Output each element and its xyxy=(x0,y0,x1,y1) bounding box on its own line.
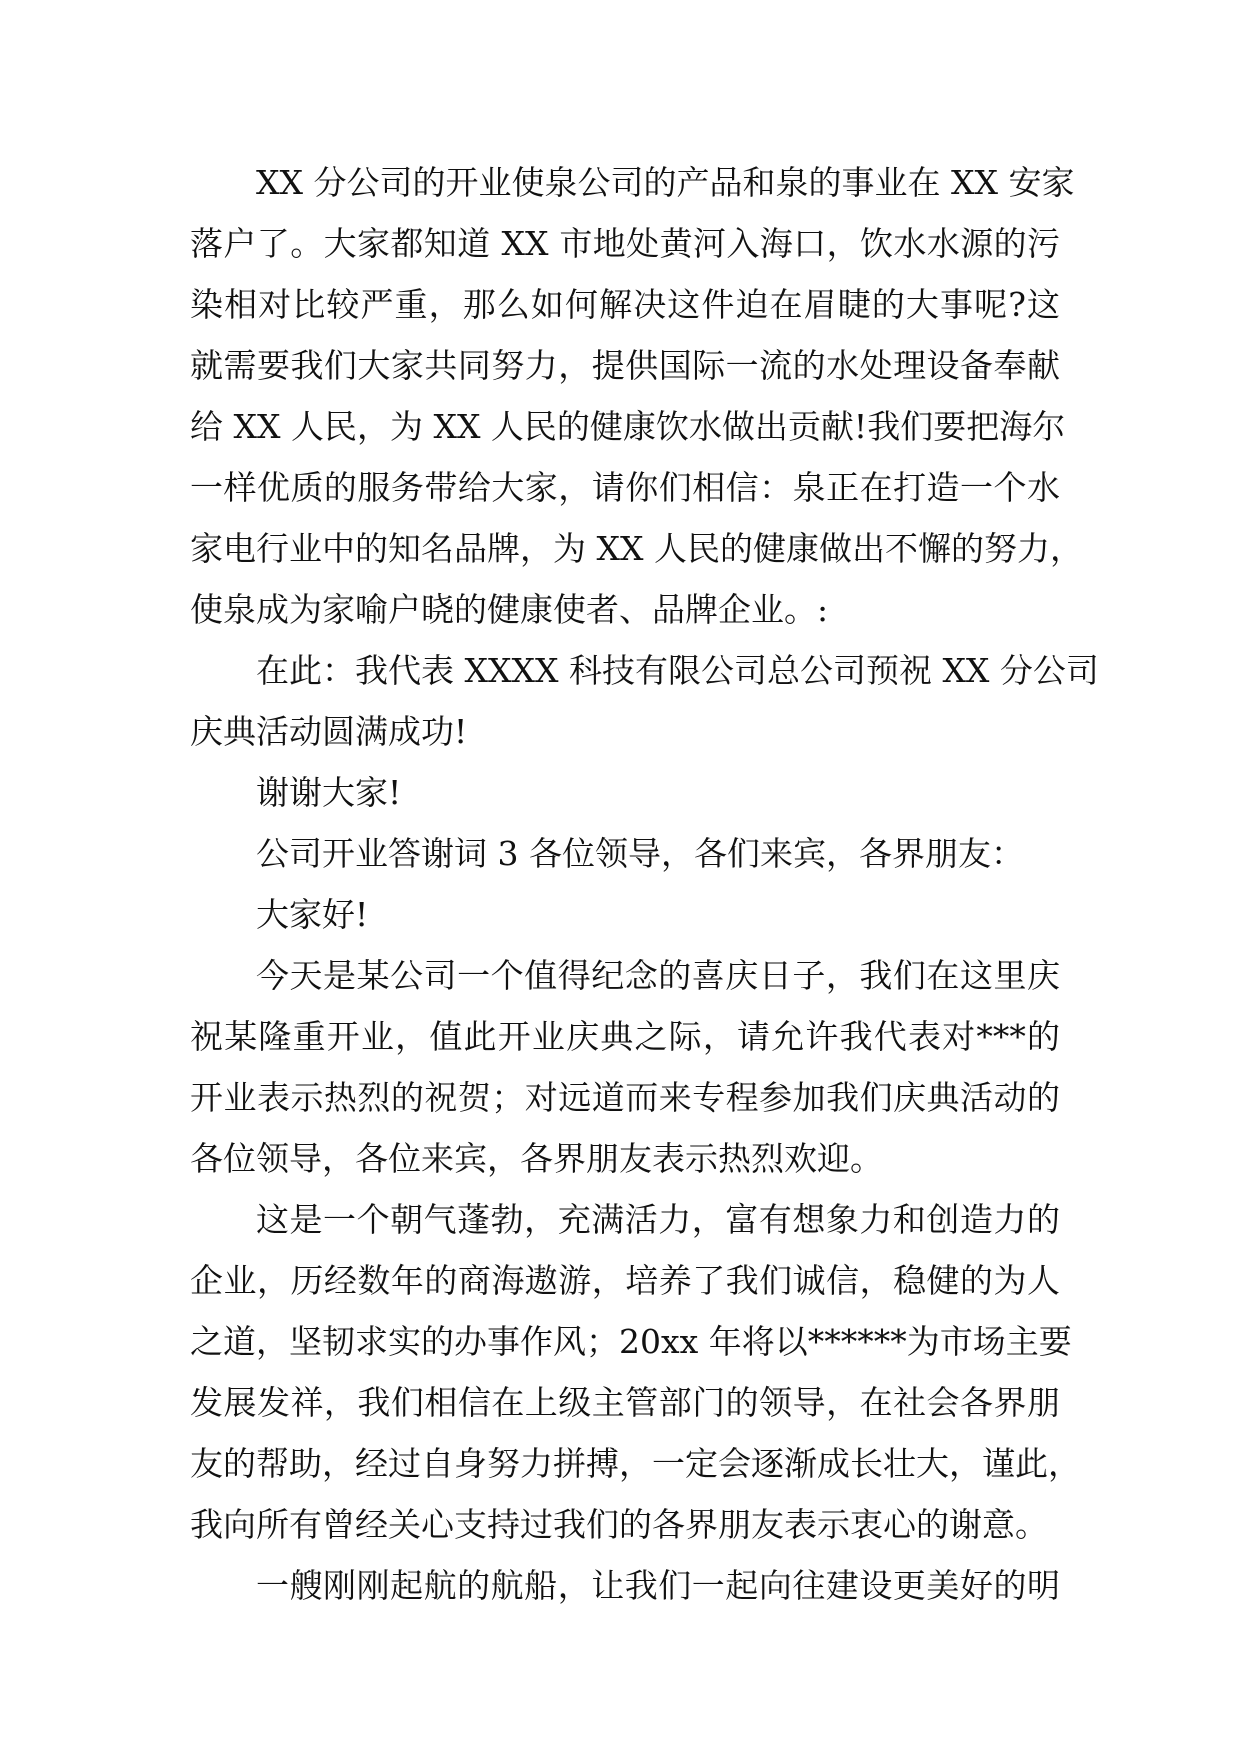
text-line: 开业表示热烈的祝贺；对远道而来专程参加我们庆典活动的 xyxy=(190,1078,1060,1117)
text-line: 大家好! xyxy=(256,895,369,934)
text-line: 我向所有曾经关心支持过我们的各界朋友表示衷心的谢意。 xyxy=(190,1505,1048,1544)
text-line: 谢谢大家! xyxy=(256,773,402,812)
text-line: 一样优质的服务带给大家，请你们相信：泉正在打造一个水 xyxy=(190,468,1060,507)
text-line: 给 XX 人民，为 XX 人民的健康饮水做出贡献!我们要把海尔 xyxy=(190,407,1066,446)
text-line: 公司开业答谢词 3 各位领导，各们来宾，各界朋友： xyxy=(256,834,1024,873)
text-line: 家电行业中的知名品牌，为 XX 人民的健康做出不懈的努力， xyxy=(190,529,1083,568)
text-line: 在此：我代表 XXXX 科技有限公司总公司预祝 XX 分公司 xyxy=(256,651,1099,690)
text-line: 落户了。大家都知道 XX 市地处黄河入海口，饮水水源的污 xyxy=(190,224,1060,263)
text-line: 各位领导，各位来宾，各界朋友表示热烈欢迎。 xyxy=(190,1139,883,1178)
text-line: 一艘刚刚起航的航船，让我们一起向往建设更美好的明 xyxy=(256,1566,1060,1605)
speech-text xyxy=(190,152,1099,1616)
text-line: 友的帮助，经过自身努力拼搏，一定会逐渐成长壮大，谨此， xyxy=(190,1444,1081,1483)
text-line: 祝某隆重开业，值此开业庆典之际，请允许我代表对***的 xyxy=(190,1017,1060,1056)
text-line: 使泉成为家喻户晓的健康使者、品牌企业。: xyxy=(190,590,829,629)
text-line: 庆典活动圆满成功! xyxy=(190,712,468,751)
text-line: 今天是某公司一个值得纪念的喜庆日子，我们在这里庆 xyxy=(256,956,1060,995)
text-line: 就需要我们大家共同努力，提供国际一流的水处理设备奉献 xyxy=(190,346,1060,385)
text-line: 发展发祥，我们相信在上级主管部门的领导，在社会各界朋 xyxy=(190,1383,1060,1422)
text-line: 这是一个朝气蓬勃，充满活力，富有想象力和创造力的 xyxy=(256,1200,1060,1239)
text-line: 企业，历经数年的商海遨游，培养了我们诚信，稳健的为人 xyxy=(190,1261,1060,1300)
text-line: 之道，坚韧求实的办事作风；20xx 年将以******为市场主要 xyxy=(190,1322,1072,1361)
text-line: 染相对比较严重，那么如何解决这件迫在眉睫的大事呢?这 xyxy=(190,285,1060,324)
text-line: XX 分公司的开业使泉公司的产品和泉的事业在 XX 安家 xyxy=(256,163,1075,202)
